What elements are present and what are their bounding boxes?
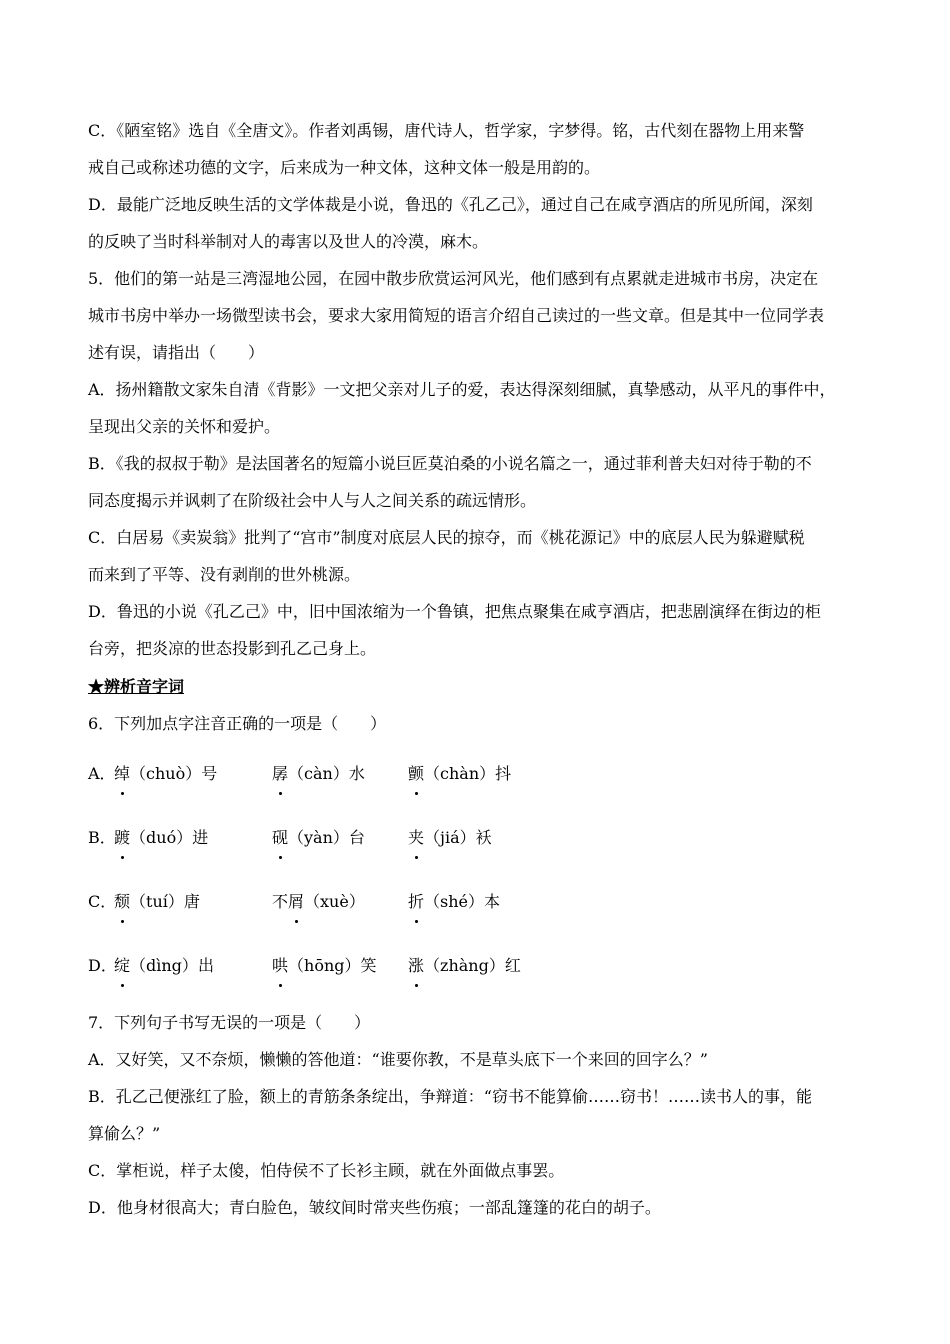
option-letter: A．	[88, 764, 116, 783]
q5-stem-line1: 5．他们的第一站是三湾湿地公园，在园中散步欣赏运河风光，他们感到有点累就走进城市书房，决定在	[88, 269, 819, 288]
q5-option-a-line1: A．扬州籍散文家朱自清《背影》一文把父亲对儿子的爱，表达得深刻细腻，真挚感动，从平凡的事件中，	[88, 380, 836, 399]
term	[272, 888, 408, 916]
q7-option-b-line1: B．孔乙己便涨红了脸，额上的青筋条条绽出，争辩道：“窃书不能算偷……窃书！……读书人的事，能	[88, 1087, 812, 1106]
pinyin: （tuí）	[130, 892, 184, 911]
pinyin: （jiá）	[424, 828, 476, 847]
pinyin: （zhàng）	[424, 956, 505, 975]
term-post: 进	[192, 828, 209, 847]
dotted-char: 踱	[114, 824, 130, 852]
q4-option-c-line1: C．《陋室铭》选自《全唐文》。作者刘禹锡，唐代诗人，哲学家，字梦得。铭，古代刻在器物上用来警	[88, 121, 805, 140]
term-pre: 不	[272, 892, 289, 911]
q5-option-a-line2: 呈现出父亲的关怀和爱护。	[88, 417, 281, 436]
q7-option-d: D．他身材很高大；青白脸色，皱纹间时常夹些伤痕；一部乱篷篷的花白的胡子。	[88, 1198, 661, 1217]
term-post: 本	[484, 892, 501, 911]
pinyin: （yàn）	[288, 828, 349, 847]
option-letter: C．	[88, 892, 117, 911]
dotted-char: 绽	[114, 952, 130, 980]
term-post: 笑	[360, 956, 377, 975]
q6-options	[88, 742, 860, 998]
q6-option-row	[88, 870, 860, 934]
q5-option-b-line1: B．《我的叔叔于勒》是法国著名的短篇小说巨匠莫泊桑的小说名篇之一，通过菲利普夫妇对待于勒的不	[88, 454, 812, 473]
dotted-char: 夹	[408, 824, 424, 852]
term	[114, 824, 272, 852]
term	[272, 824, 408, 852]
term	[408, 888, 548, 916]
q5-option-c-line2: 而来到了平等、没有剥削的世外桃源。	[88, 565, 361, 584]
term-post: 袄	[475, 828, 492, 847]
section-title: ★辨析音字词	[88, 677, 185, 696]
term-post: 唐	[183, 892, 200, 911]
term	[114, 760, 272, 788]
q7-option-a: A．又好笑，又不奈烦，懒懒的答他道：“谁要你教，不是草头底下一个来回的回字么？”	[88, 1050, 708, 1069]
q4-option-d-line1: D．最能广泛地反映生活的文学体裁是小说，鲁迅的《孔乙己》，通过自己在咸亨酒店的所见所闻，深刻	[88, 195, 813, 214]
term	[114, 952, 272, 980]
term-post: 水	[348, 764, 365, 783]
term-post: 号	[201, 764, 218, 783]
dotted-char: 颤	[408, 760, 424, 788]
q7-option-b-line2: 算偷么？”	[88, 1124, 161, 1143]
q5-stem-line3: 述有误，请指出（ ）	[88, 343, 265, 362]
pinyin: （chuò）	[130, 764, 202, 783]
term	[272, 952, 408, 980]
q6-stem: 6．下列加点字注音正确的一项是（ ）	[88, 714, 387, 733]
q7-option-c: C．掌柜说，样子太傻，怕侍侯不了长衫主顾，就在外面做点事罢。	[88, 1161, 565, 1180]
q5-option-d-line2: 台旁，把炎凉的世态投影到孔乙己身上。	[88, 639, 377, 658]
q5-option-b-line2: 同态度揭示并讽刺了在阶级社会中人与人之间关系的疏远情形。	[88, 491, 537, 510]
dotted-char: 折	[408, 888, 424, 916]
q6-option-row	[88, 806, 860, 870]
q4-option-c-line2: 戒自己或称述功德的文字，后来成为一种文体，这种文体一般是用韵的。	[88, 158, 601, 177]
term-post: 抖	[495, 764, 512, 783]
dotted-char: 屑	[288, 888, 304, 916]
term	[272, 760, 408, 788]
term-post: 红	[504, 956, 521, 975]
dotted-char: 颓	[114, 888, 130, 916]
dotted-char: 砚	[272, 824, 288, 852]
q6-option-row	[88, 934, 860, 998]
term	[408, 760, 548, 788]
pinyin: （duó）	[130, 828, 193, 847]
option-letter: D．	[88, 956, 117, 975]
option-letter: B．	[88, 828, 116, 847]
term	[408, 952, 548, 980]
pinyin: （shé）	[424, 892, 485, 911]
term	[408, 824, 548, 852]
pinyin: （xuè）	[304, 892, 365, 911]
dotted-char: 涨	[408, 952, 424, 980]
term	[114, 888, 272, 916]
pinyin: （hōng）	[288, 956, 361, 975]
dotted-char: 哄	[272, 952, 288, 980]
pinyin: （chàn）	[424, 764, 496, 783]
pinyin: （dìng）	[130, 956, 198, 975]
q5-option-d-line1: D．鲁迅的小说《孔乙己》中，旧中国浓缩为一个鲁镇，把焦点聚集在咸亨酒店，把悲剧演绎在街边的柜	[88, 602, 821, 621]
dotted-char: 绰	[114, 760, 130, 788]
q5-stem-line2: 城市书房中举办一场微型读书会，要求大家用简短的语言介绍自己读过的一些文章。但是其中一位同学表	[88, 306, 825, 325]
term-post: 出	[197, 956, 214, 975]
q7-stem: 7．下列句子书写无误的一项是（ ）	[88, 1013, 371, 1032]
q4-option-d-line2: 的反映了当时科举制对人的毒害以及世人的冷漠，麻木。	[88, 232, 489, 251]
q5-option-c-line1: C．白居易《卖炭翁》批判了“宫市”制度对底层人民的掠夺，而《桃花源记》中的底层人民为躲避赋税	[88, 528, 805, 547]
q6-option-row	[88, 742, 860, 806]
term-post: 台	[348, 828, 365, 847]
dotted-char: 孱	[272, 760, 288, 788]
pinyin: （càn）	[288, 764, 349, 783]
